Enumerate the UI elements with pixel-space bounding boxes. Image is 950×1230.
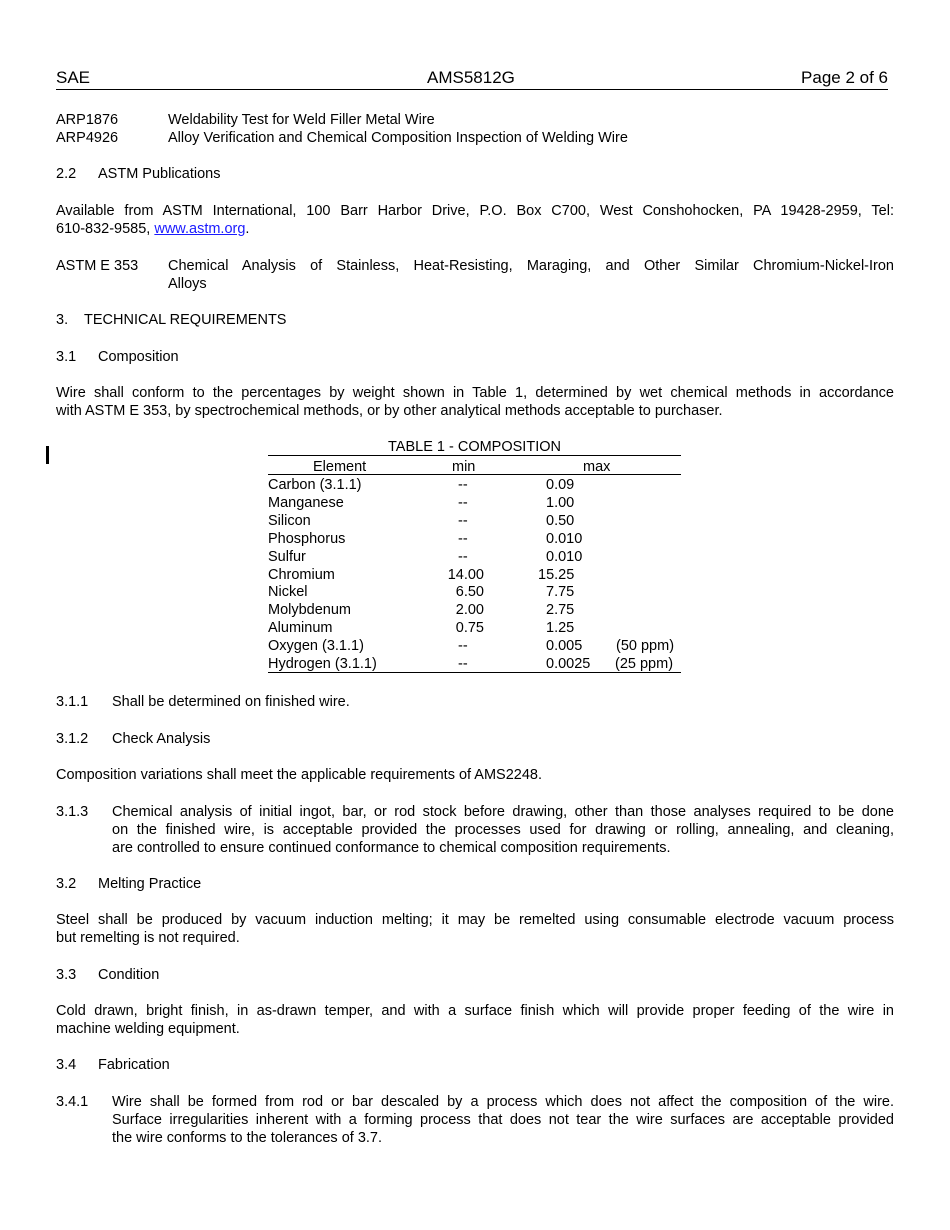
cell-max: 15.25 — [538, 566, 575, 583]
cell-min: 6.50 — [455, 584, 484, 601]
section-title: Melting Practice — [98, 876, 202, 892]
astm-phone: 610-832-9585, — [56, 221, 155, 237]
body-line: are controlled to ensure continued conformance to chemical composition requirements. — [112, 840, 671, 856]
cell-min: -- — [458, 512, 468, 529]
table-rule — [268, 455, 681, 456]
cell-max: 0.010 — [546, 530, 583, 547]
cell-min: -- — [458, 494, 468, 511]
table-caption: TABLE 1 - COMPOSITION — [388, 439, 561, 455]
cell-element: Oxygen (3.1.1) — [268, 638, 364, 655]
cell-max: 7.75 — [546, 584, 575, 601]
body-line: Surface irregularities inherent with a forming process that does not tear the wire surfaces are acceptable provided — [112, 1112, 894, 1128]
cell-element: Phosphorus — [268, 530, 346, 547]
section-text: Shall be determined on finished wire. — [112, 694, 350, 710]
cell-max: 1.25 — [546, 620, 575, 637]
section-title: Check Analysis — [112, 731, 211, 747]
table-row — [268, 655, 681, 673]
section-title: Composition — [98, 349, 179, 365]
table-row — [268, 512, 681, 530]
cell-max: 0.010 — [546, 548, 583, 565]
section-number: 3.3 — [56, 967, 77, 983]
section-number: 3.1.3 — [56, 804, 89, 820]
table-row — [268, 601, 681, 619]
body-line: Wire shall be formed from rod or bar descaled by a process which does not affect the composition of the wire. — [112, 1094, 894, 1110]
cell-min: -- — [458, 477, 468, 493]
table-row — [268, 530, 681, 548]
body-line: with ASTM E 353, by spectrochemical methods, or by other analytical methods acceptable to purchaser. — [56, 403, 723, 419]
body-line: Chemical analysis of initial ingot, bar, or rod stock before drawing, other than those analyses required to be done — [112, 804, 894, 820]
revision-bar — [46, 446, 49, 464]
cell-max: 0.09 — [546, 477, 575, 493]
cell-min: -- — [458, 530, 468, 547]
cell-element: Carbon (3.1.1) — [268, 477, 362, 493]
table-row — [268, 637, 681, 655]
section-number: 3.4 — [56, 1057, 77, 1073]
astm-availability-line: Available from ASTM International, 100 Barr Harbor Drive, P.O. Box C700, West Conshohocken, PA 19428-2959, Tel: — [56, 203, 894, 219]
section-title: ASTM Publications — [98, 166, 221, 182]
body-line: Cold drawn, bright finish, in as-drawn temper, and with a surface finish which will provide proper feeding of the wire in — [56, 1003, 894, 1019]
cell-element: Aluminum — [268, 620, 333, 637]
ref-code: ASTM E 353 — [56, 258, 139, 274]
ref-title: Weldability Test for Weld Filler Metal Wire — [168, 112, 435, 128]
cell-element: Nickel — [268, 584, 308, 601]
col-header-max: max — [583, 459, 611, 475]
ref-title: Chemical Analysis of Stainless, Heat-Resisting, Maraging, and Other Similar Chromium-Nickel-Iron — [168, 258, 894, 274]
ref-code: ARP4926 — [56, 130, 119, 146]
cell-element: Sulfur — [268, 548, 306, 565]
col-header-element: Element — [313, 459, 367, 475]
table-row — [268, 583, 681, 601]
table-rule — [268, 474, 681, 475]
punctuation: . — [245, 221, 250, 237]
cell-note: (50 ppm) — [616, 638, 675, 655]
section-title: TECHNICAL REQUIREMENTS — [84, 312, 287, 328]
body-line: but remelting is not required. — [56, 930, 240, 946]
ref-code: ARP1876 — [56, 112, 119, 128]
cell-min: -- — [458, 638, 468, 655]
table-row — [268, 548, 681, 566]
section-number: 3.1.2 — [56, 731, 89, 747]
table-row — [268, 619, 681, 637]
section-number: 3. — [56, 312, 69, 328]
cell-element: Hydrogen (3.1.1) — [268, 656, 377, 672]
body-line: Wire shall conform to the percentages by weight shown in Table 1, determined by wet chemical methods in accordance — [56, 385, 894, 401]
cell-element: Manganese — [268, 494, 344, 511]
section-title: Condition — [98, 967, 160, 983]
page-header — [56, 68, 888, 90]
cell-max: 0.005 — [546, 638, 583, 655]
table-row — [268, 476, 681, 494]
cell-max: 0.50 — [546, 512, 575, 529]
cell-min: 14.00 — [447, 566, 484, 583]
cell-min: -- — [458, 548, 468, 565]
section-number: 3.1.1 — [56, 694, 89, 710]
section-number: 3.4.1 — [56, 1094, 89, 1110]
header-page-number: Page 2 of 6 — [801, 68, 888, 87]
astm-availability-line — [56, 220, 249, 238]
table-rule — [268, 672, 681, 673]
col-header-min: min — [452, 459, 476, 475]
cell-max: 1.00 — [546, 494, 575, 511]
cell-min: -- — [458, 656, 468, 672]
cell-element: Molybdenum — [268, 602, 352, 619]
astm-website-link[interactable]: www.astm.org — [154, 221, 246, 237]
cell-max: 0.0025 — [546, 656, 591, 672]
cell-min: 0.75 — [455, 620, 484, 637]
cell-element: Silicon — [268, 512, 311, 529]
header-org: SAE — [56, 68, 91, 87]
body-line: the wire conforms to the tolerances of 3.7. — [112, 1130, 382, 1146]
cell-note: (25 ppm) — [615, 656, 674, 672]
section-number: 2.2 — [56, 166, 77, 182]
body-line: Composition variations shall meet the applicable requirements of AMS2248. — [56, 767, 543, 783]
section-number: 3.1 — [56, 349, 77, 365]
header-doc-number: AMS5812G — [427, 68, 515, 87]
cell-min: 2.00 — [455, 602, 484, 619]
section-title: Fabrication — [98, 1057, 170, 1073]
table-row — [268, 566, 681, 584]
body-line: on the finished wire, is acceptable provided the processes used for drawing or rolling, annealing, and cleaning, — [112, 822, 894, 838]
body-line: Steel shall be produced by vacuum induction melting; it may be remelted using consumable electrode vacuum process — [56, 912, 894, 928]
cell-element: Chromium — [268, 566, 335, 583]
cell-max: 2.75 — [546, 602, 575, 619]
ref-title: Alloy Verification and Chemical Composition Inspection of Welding Wire — [168, 130, 628, 146]
section-number: 3.2 — [56, 876, 77, 892]
table-row — [268, 494, 681, 512]
body-line: machine welding equipment. — [56, 1021, 240, 1037]
ref-title-cont: Alloys — [168, 276, 207, 292]
